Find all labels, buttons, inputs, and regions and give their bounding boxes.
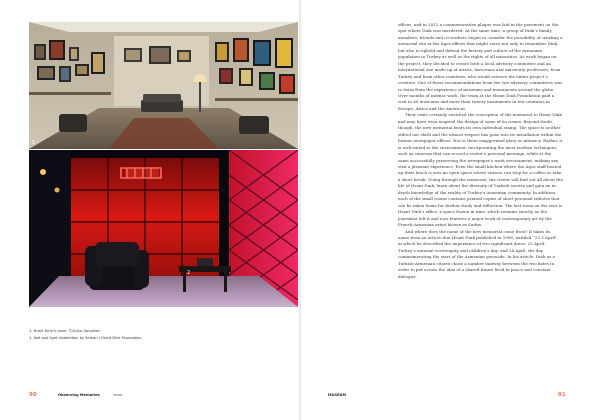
page-gutter xyxy=(299,0,301,420)
left-page-number: 90 xyxy=(29,392,37,398)
image-number-2: 2 xyxy=(187,270,191,276)
caption-1: 1. Hrant Dink’s room, ©Sulyo Gonzáles xyxy=(29,329,100,333)
image-number-1: 1 xyxy=(32,140,36,146)
caption-2: 2. Salt and light installation by Serkan / Hrant Dink Foundation xyxy=(29,335,142,340)
photo-captions xyxy=(29,328,229,341)
paragraph-3: And where does the name of the new memorial come from? It takes its name from an article that Hrant Dink published in 1996, entitled “23.5 April”, in which he described the importance of two significant dates: 23 April, Turkey’s national sovereignty and children’s day, and 24 April, the day commemorating the start of the Armenian genocide. In his article, Dink as a Turkish-Armenian citizen chose a number midway between the two dates in order to put across the idea of a shared future lived in peace and constant dialogue. xyxy=(398,228,559,279)
gallery-room-illustration xyxy=(29,22,298,149)
right-page-number: 91 xyxy=(558,392,566,398)
red-office-photo xyxy=(29,150,298,307)
article-body xyxy=(398,22,563,280)
left-running-title: Observing Memories xyxy=(58,393,100,397)
right-running-title: MUSEUM xyxy=(328,393,347,397)
red-office-illustration xyxy=(29,150,298,307)
left-issue-label: issue xyxy=(113,393,123,397)
paragraph-2: Their visits certainly enriched the conception of the memorial to Hrant Dink and may have even inspired the design of some of its rooms. Beyond doubt, though, the new memorial bears its own individual stamp. The space is neither stilted nor shrill and the utmost respect has gone into its installation within the former newspaper offices. Nor is there exaggerated glory or intimacy. Rather, it is well-suited to the environment, incorporating the most modern techniques, such as cameras that can record a visitor’s personal message, while at the same successfully preserving the newspaper’s work environment, making any visit a pleasant experience. Even the small kitchen where the Agos staff heated up their lunch is now an open space where visitors can stop for a coffee or take a short break. Going through the memorial, the visitor will find out all about the life of Hrant Dink, learn about the diversity of Turkish society and gain an in-depth knowledge of the reality of Turkey’s Armenian community. In addition, each of the small rooms contains printed copies of short personal tributes that can be taken home for further study and reflection. The last room on the visit is Hrant Dink’s office, a space frozen in time, which remains exactly as the journalist left it and now features a major work of contemporary art by the French-Armenian artist known as Sarkis. xyxy=(398,112,563,228)
gallery-room-photo xyxy=(29,22,298,149)
paragraph-1: offices, and in 2012 a commemorative plaque was laid in the pavement on the spot where Dink was murdered. At the same time, a group of Dink’s family members, friends and co-workers began to consider the possibility of creating a memorial site at the Agos offices that might serve not only to remember Dink, but also to uphold and defend the history and culture of the Armenian population in Turkey as well as the rights of all minorities. As work began on the project, they decided to create both a local advisory committee and an international one made up of artists, historians and university professors, from Turkey and from other countries, who would oversee the entire project’s creation. One of these recommendations from the two advisory committees was to learn from the experience of museums and monuments around the globe. Over months of intense work, the team at the Hrant Dink Foundation paid a visit to 65 museums and more than twenty monuments in ten countries in Europe, Africa and the Americas. xyxy=(398,22,563,111)
